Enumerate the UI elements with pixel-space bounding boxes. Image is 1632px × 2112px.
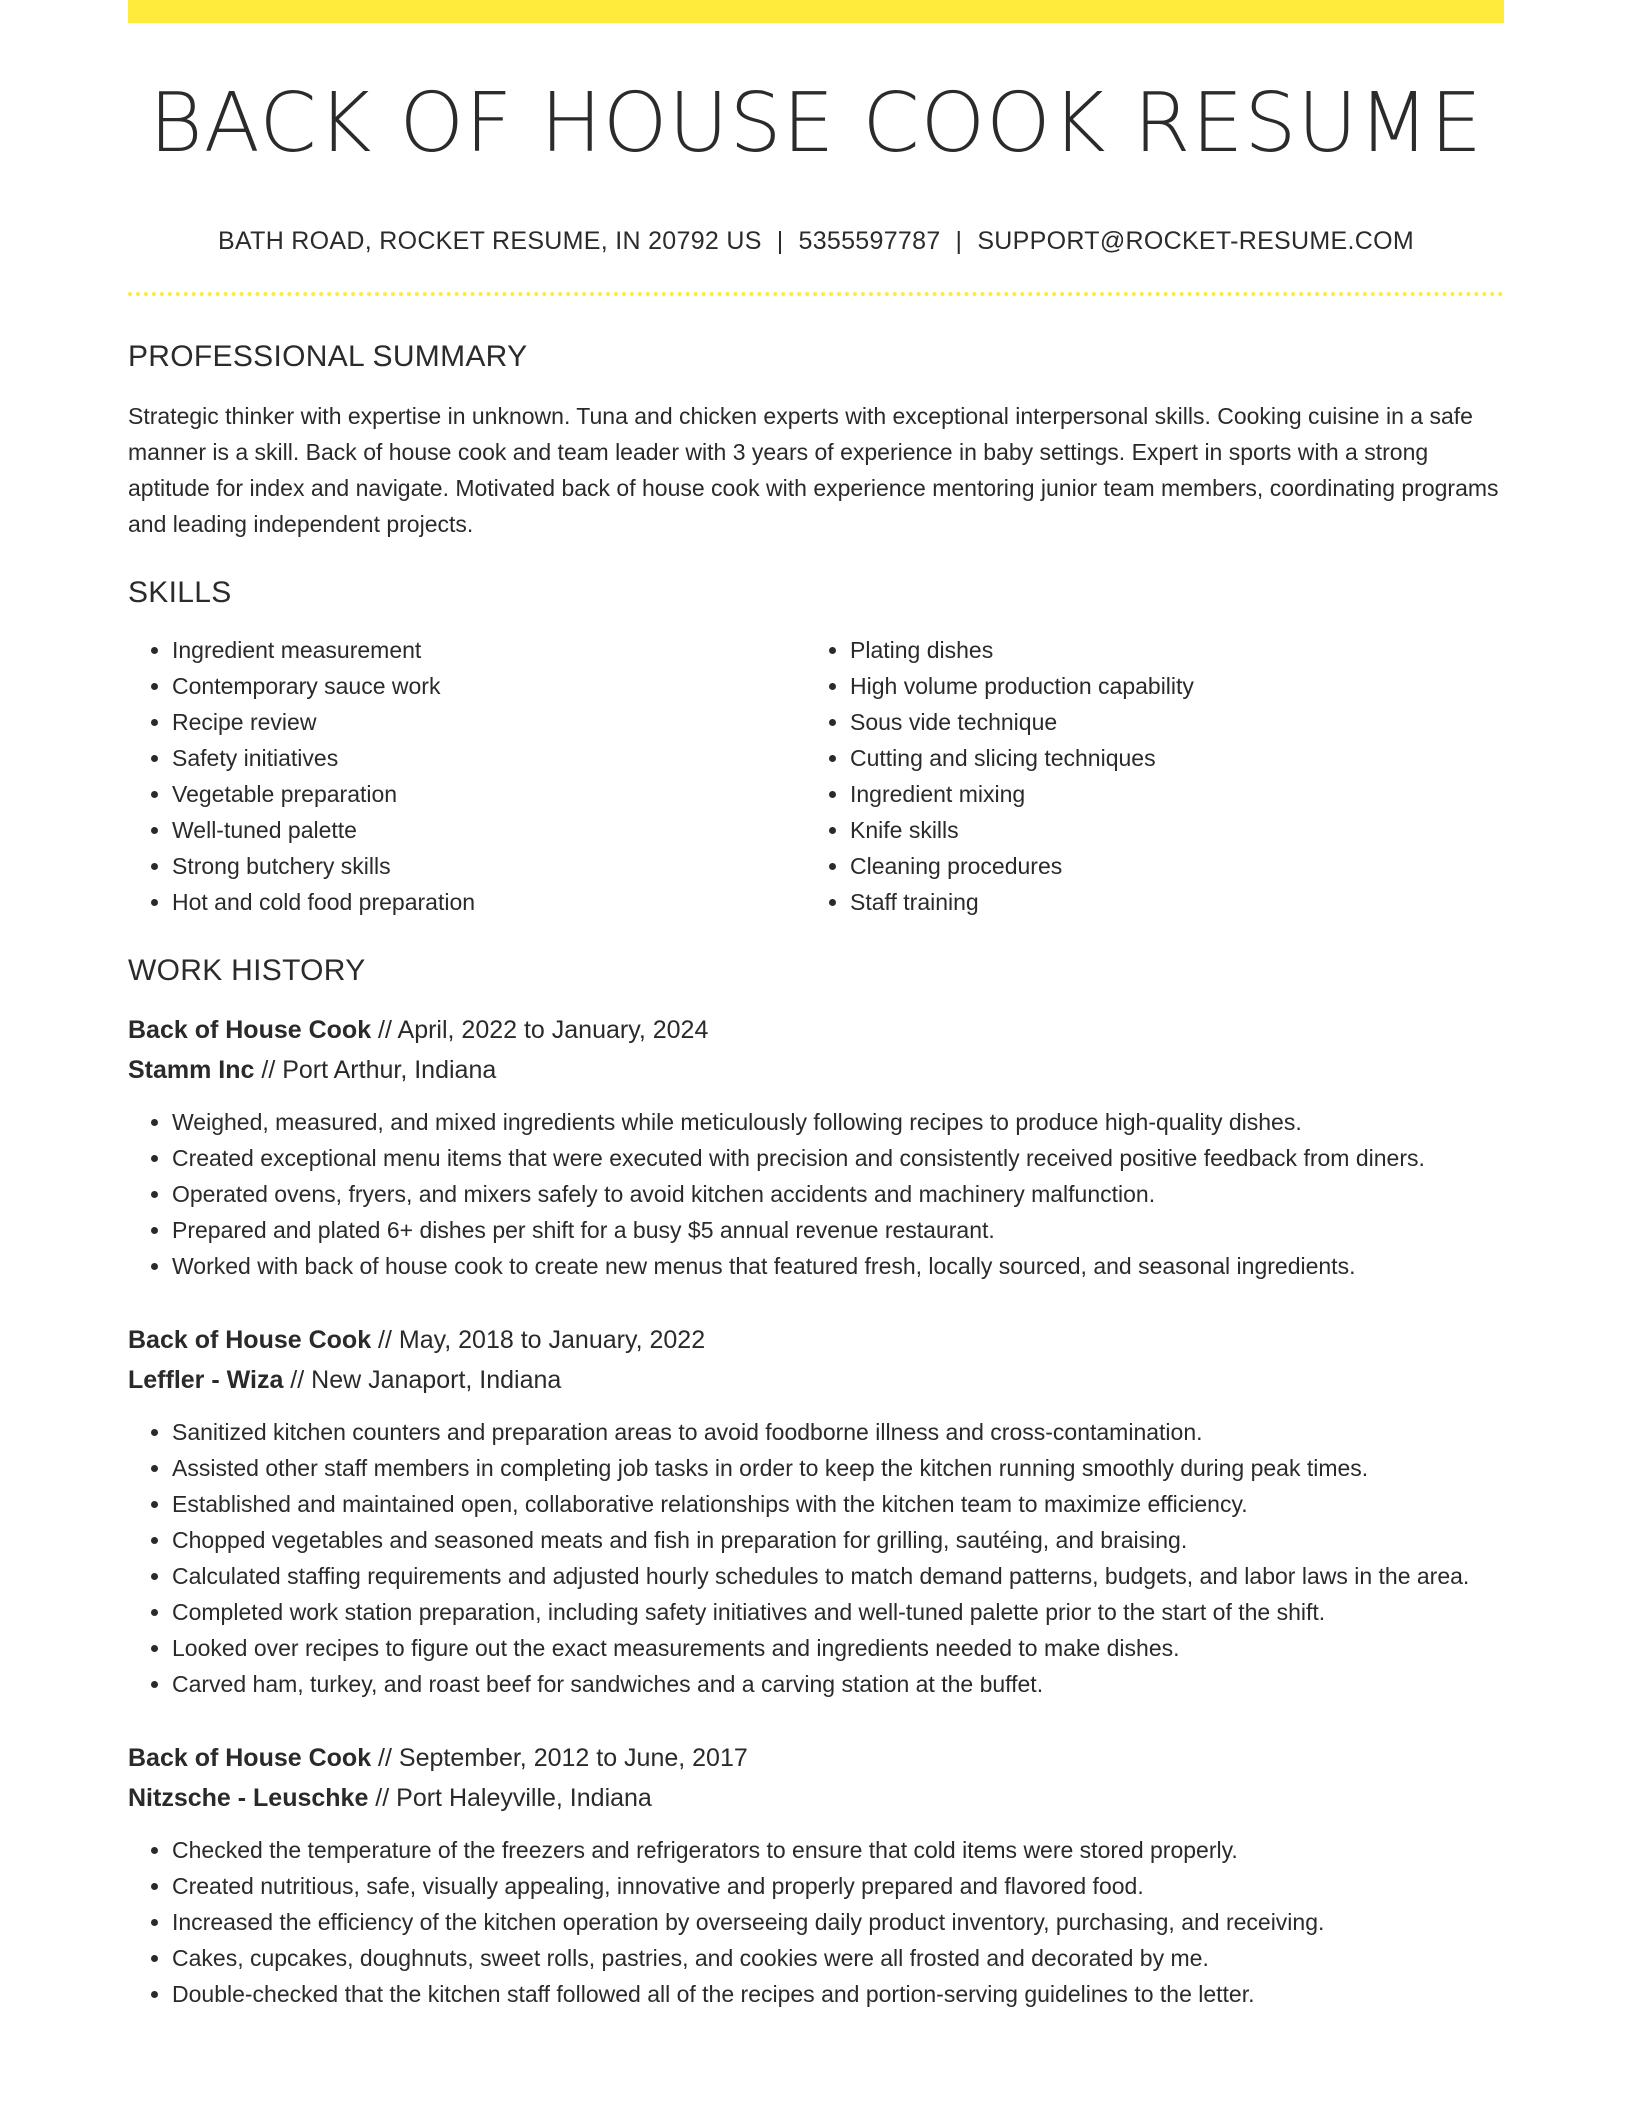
contact-info [128,227,1504,256]
job-company: Nitzsche - Leuschke [128,1784,369,1813]
job-company-line [128,1050,1504,1090]
job-bullet: • Weighed, measured, and mixed ingredients while meticulously following recipes to produce high-quality dishes. [172,1104,1504,1140]
top-accent-bar [128,0,1504,23]
skill-item: • Recipe review [172,704,806,740]
job-bullet: • Increased the efficiency of the kitchen operation by overseeing daily product inventory, purchasing, and receiving. [172,1904,1504,1940]
job-bullet: • Calculated staffing requirements and adjusted hourly schedules to match demand patterns, budgets, and labor laws in the area. [172,1558,1504,1594]
job-bullet: • Assisted other staff members in completing job tasks in order to keep the kitchen running smoothly during peak times. [172,1450,1504,1486]
skill-item: • Hot and cold food preparation [172,884,806,920]
job-entry [128,1010,1504,1284]
job-company: Stamm Inc [128,1056,255,1085]
job-entry [128,1738,1504,2012]
job-bullet: • Created exceptional menu items that were executed with precision and consistently received positive feedback from diners. [172,1140,1504,1176]
skill-item: • Staff training [850,884,1484,920]
job-bullet: • Operated ovens, fryers, and mixers safely to avoid kitchen accidents and machinery malfunction. [172,1176,1504,1212]
skill-item: • Contemporary sauce work [172,668,806,704]
job-company: Leffler - Wiza [128,1366,284,1395]
job-bullet: • Cakes, cupcakes, doughnuts, sweet rolls, pastries, and cookies were all frosted and decorated by me. [172,1940,1504,1976]
job-title: Back of House Cook [128,1326,372,1355]
contact-separator: | [776,227,784,256]
skill-item: • Safety initiatives [172,740,806,776]
skill-item: • Cleaning procedures [850,848,1484,884]
job-bullet: • Completed work station preparation, including safety initiatives and well-tuned palette prior to the start of the shift. [172,1594,1504,1630]
job-bullet: • Carved ham, turkey, and roast beef for sandwiches and a carving station at the buffet. [172,1666,1504,1702]
job-bullet: • Double-checked that the kitchen staff followed all of the recipes and portion-serving guidelines to the letter. [172,1976,1504,2012]
job-dates: // May, 2018 to January, 2022 [371,1326,706,1355]
skills-list-right [806,632,1484,920]
job-bullets [128,1832,1504,2012]
skill-item: • Knife skills [850,812,1484,848]
job-bullet: • Worked with back of house cook to create new menus that featured fresh, locally sourced, and seasonal ingredients. [172,1248,1504,1284]
job-title-line [128,1010,1504,1050]
job-title-line [128,1738,1504,1778]
contact-phone: 5355597787 [798,227,941,256]
dotted-divider [128,292,1504,296]
job-title-line [128,1320,1504,1360]
job-bullets [128,1104,1504,1284]
resume-page [128,0,1504,2012]
job-location: // Port Haleyville, Indiana [368,1784,652,1813]
skills-columns [128,632,1504,920]
job-title: Back of House Cook [128,1016,372,1045]
job-company-line [128,1360,1504,1400]
contact-separator: | [955,227,963,256]
skills-heading: SKILLS [128,576,232,610]
skill-item: • Cutting and slicing techniques [850,740,1484,776]
contact-email: SUPPORT@ROCKET-RESUME.COM [977,227,1414,256]
job-dates: // September, 2012 to June, 2017 [371,1744,748,1773]
contact-address: BATH ROAD, ROCKET RESUME, IN 20792 US [218,227,762,256]
skill-item: • Plating dishes [850,632,1484,668]
job-bullet: • Chopped vegetables and seasoned meats and fish in preparation for grilling, sautéing, and braising. [172,1522,1504,1558]
summary-heading: PROFESSIONAL SUMMARY [128,340,528,374]
skill-item: • Sous vide technique [850,704,1484,740]
job-dates: // April, 2022 to January, 2024 [371,1016,709,1045]
job-bullet: • Looked over recipes to figure out the exact measurements and ingredients needed to make dishes. [172,1630,1504,1666]
skill-item: • Well-tuned palette [172,812,806,848]
job-bullet: • Sanitized kitchen counters and preparation areas to avoid foodborne illness and cross-contamination. [172,1414,1504,1450]
skills-list-left [128,632,806,920]
job-bullet: • Created nutritious, safe, visually appealing, innovative and properly prepared and flavored food. [172,1868,1504,1904]
skill-item: • Ingredient measurement [172,632,806,668]
job-location: // Port Arthur, Indiana [254,1056,497,1085]
job-company-line [128,1778,1504,1818]
skill-item: • Ingredient mixing [850,776,1484,812]
skill-item: • Vegetable preparation [172,776,806,812]
resume-title: BACK OF HOUSE COOK RESUME [149,76,1483,171]
job-bullets [128,1414,1504,1702]
job-bullet: • Checked the temperature of the freezers and refrigerators to ensure that cold items were stored properly. [172,1832,1504,1868]
job-title: Back of House Cook [128,1744,372,1773]
job-entry [128,1320,1504,1702]
skill-item: • Strong butchery skills [172,848,806,884]
job-bullet: • Prepared and plated 6+ dishes per shift for a busy $5 annual revenue restaurant. [172,1212,1504,1248]
skill-item: • High volume production capability [850,668,1484,704]
work-history-heading: WORK HISTORY [128,954,366,988]
job-location: // New Janaport, Indiana [283,1366,562,1395]
summary-text: Strategic thinker with expertise in unknown. Tuna and chicken experts with exceptional interpersonal skills. Cooking cuisine in a safe manner is a skill. Back of house cook and team leader with 3 years of experience in baby settings. Expert in sports with a strong aptitude for index and navigate. Motivated back of house cook with experience mentoring junior team members, coordinating programs and leading independent projects. [128,403,1499,538]
job-bullet: • Established and maintained open, collaborative relationships with the kitchen team to maximize efficiency. [172,1486,1504,1522]
